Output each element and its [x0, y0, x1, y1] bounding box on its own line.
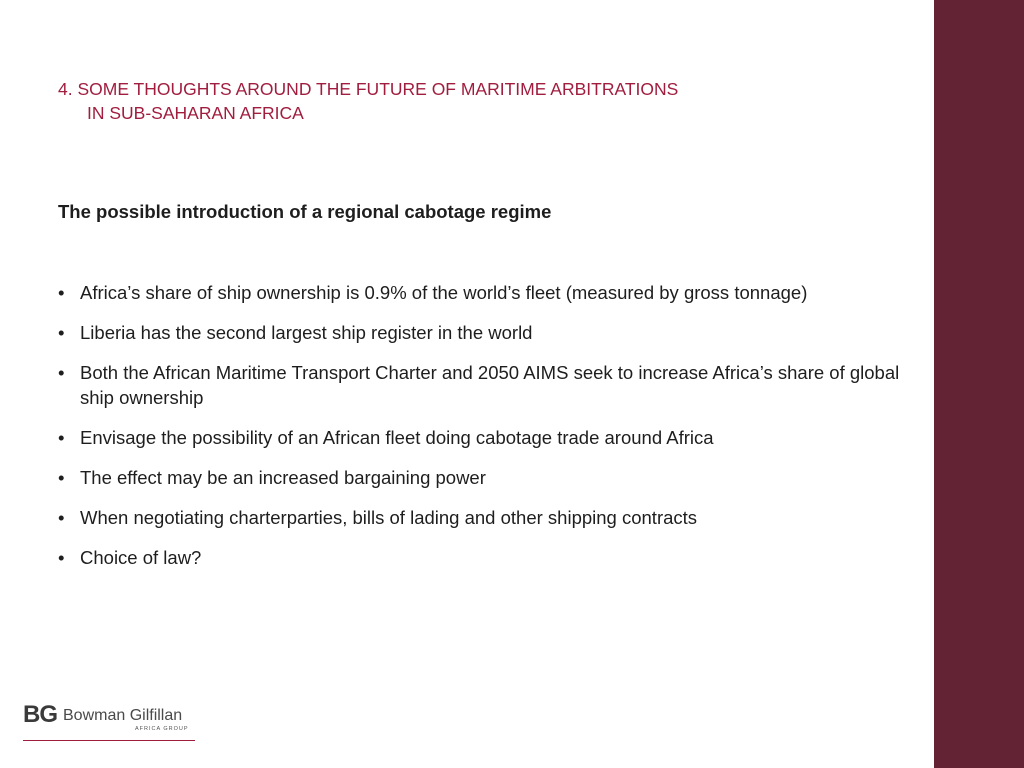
bullet-item: [58, 505, 918, 530]
bullet-item: [58, 545, 918, 570]
decorative-side-band: [934, 0, 1024, 768]
bullet-item: [58, 280, 918, 305]
bullet-list: [58, 280, 918, 585]
bullet-item: [58, 425, 918, 450]
bullet-item: [58, 465, 918, 490]
bullet-text: Choice of law?: [80, 547, 202, 568]
bullet-item: [58, 320, 918, 345]
company-logo: [23, 702, 195, 742]
slide-subtitle: The possible introduction of a regional cabotage regime: [58, 201, 552, 222]
bullet-item: [58, 360, 918, 410]
bullet-text: Liberia has the second largest ship register in the world: [80, 322, 533, 343]
bullet-dot-icon: •: [58, 467, 65, 488]
bullet-text: Envisage the possibility of an African fleet doing cabotage trade around Africa: [80, 427, 714, 448]
bullet-text: The effect may be an increased bargaining power: [80, 467, 486, 488]
bullet-text: When negotiating charterparties, bills of lading and other shipping contracts: [80, 507, 698, 528]
bullet-dot-icon: •: [58, 362, 65, 383]
bullet-text: Both the African Maritime Transport Charter and 2050 AIMS seek to increase Africa’s share of global ship ownership: [80, 362, 900, 408]
bullet-dot-icon: •: [58, 322, 65, 343]
bullet-text: Africa’s share of ship ownership is 0.9% of the world’s fleet (measured by gross tonnage): [80, 282, 808, 303]
bullet-dot-icon: •: [58, 547, 65, 568]
logo-subtext: AFRICA GROUP: [135, 726, 189, 732]
slide-title-line-2: IN SUB-SAHARAN AFRICA: [87, 103, 304, 123]
slide-title: [58, 77, 918, 125]
logo-underline: [23, 740, 195, 741]
logo-name: Bowman Gilfillan: [63, 707, 183, 724]
logo-mark: BG: [23, 701, 57, 728]
bullet-dot-icon: •: [58, 427, 65, 448]
slide-title-line-1: 4. SOME THOUGHTS AROUND THE FUTURE OF MARITIME ARBITRATIONS: [58, 79, 679, 99]
bullet-dot-icon: •: [58, 282, 65, 303]
bullet-dot-icon: •: [58, 507, 65, 528]
